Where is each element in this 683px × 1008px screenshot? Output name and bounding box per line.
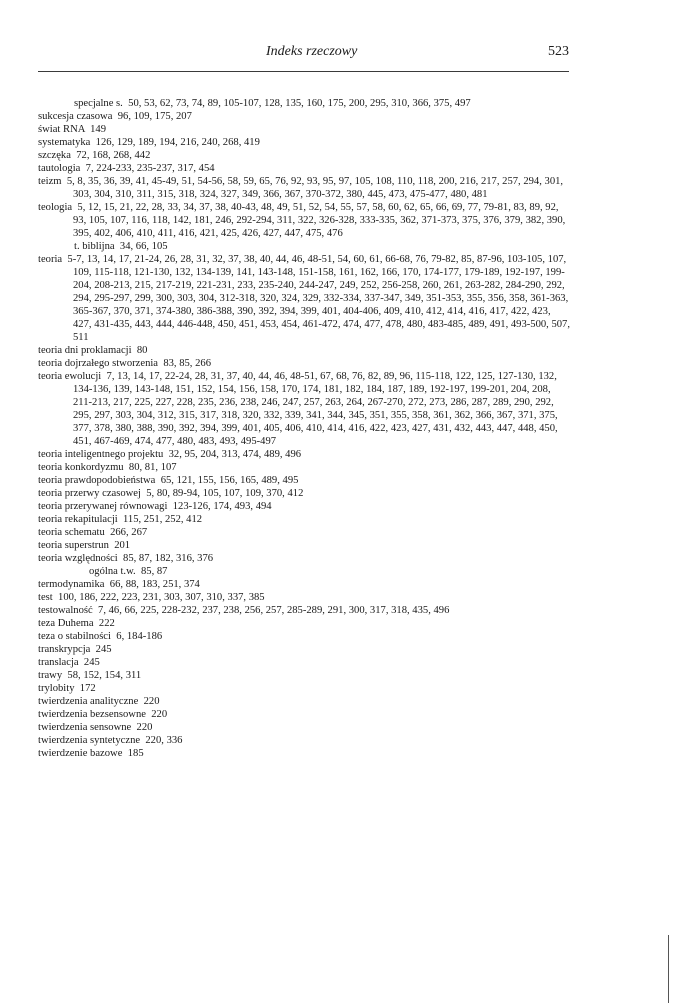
index-term: teologia (38, 202, 73, 213)
index-term: twierdzenie bazowe (38, 748, 123, 759)
index-page-refs: 5, 12, 15, 21, 22, 28, 33, 34, 37, 38, 40-43, 48, 49, 51, 52, 54, 55, 57, 58, 60, 62, 65, 66, 69, 77, 79-81, 83, 89, 92, 93, 105, 107, 116, 118, 142, 181, 246, 292-294, 311, 322, 326-328, 333-335, 362, 371-373, 375, 376, 379, 382, 390, 395, 402, 406, 410, 411, 416, 421, 425, 426, 427, 447, 475, 476 (73, 202, 566, 239)
index-page-refs: 220 (151, 709, 168, 720)
index-term: twierdzenia syntetyczne (38, 735, 141, 746)
index-term: twierdzenia bezsensowne (38, 709, 146, 720)
index-page-refs: 80, 81, 107 (128, 462, 177, 473)
index-entry (38, 708, 571, 721)
index-entry (38, 149, 571, 162)
index-page-refs: 245 (95, 644, 112, 655)
index-entry (38, 513, 571, 526)
index-page-refs: 220, 336 (145, 735, 183, 746)
index-page-refs: 5, 80, 89-94, 105, 107, 109, 370, 412 (146, 488, 304, 499)
index-term: transkrypcja (38, 644, 91, 655)
index-page-refs: 220 (136, 722, 153, 733)
index-page-refs: 7, 46, 66, 225, 228-232, 237, 238, 256, 257, 285-289, 291, 300, 317, 318, 435, 496 (98, 605, 450, 616)
index-entry (38, 682, 571, 695)
index-term: teoria względności (38, 553, 118, 564)
index-entry (38, 474, 571, 487)
running-title: Indeks rzeczowy (266, 44, 358, 59)
index-term: termodynamika (38, 579, 105, 590)
index-term: teoria inteligentnego projektu (38, 449, 164, 460)
index-entry (38, 136, 571, 149)
index-entry (38, 643, 571, 656)
index-entry (38, 656, 571, 669)
index-page-refs: 201 (114, 540, 131, 551)
index-term: trawy (38, 670, 63, 681)
subject-index (38, 97, 571, 760)
index-page-refs: 72, 168, 268, 442 (76, 150, 151, 161)
index-term: teoria schematu (38, 527, 105, 538)
index-page-refs: 83, 85, 266 (163, 358, 211, 369)
index-entry (38, 604, 571, 617)
index-page-refs: 222 (98, 618, 115, 629)
index-entry (38, 591, 571, 604)
index-page-refs: 123-126, 174, 493, 494 (172, 501, 272, 512)
index-term: ogólna t.w. (89, 566, 136, 577)
index-page-refs: 5-7, 13, 14, 17, 21-24, 26, 28, 31, 32, 37, 38, 40, 44, 46, 48-51, 54, 60, 61, 66-68, 76, 79-82, 85, 87-96, 103-105, 107, 109, 115-118, 121-130, 132, 134-139, 141, 143-148, 151-158, 161, 162, 166, 170, 174-177, 179-189, 192-197, 199-204, 208-213, 215, 217-219, 221-231, 233, 235-240, 244-247, 249, 252, 256-258, 260, 261, 263-282, 284-290, 292, 294, 295-297, 299, 300, 303, 304, 312-318, 320, 324, 329, 332-334, 337-347, 349, 351-353, 355, 356, 358, 361-363, 365-367, 370, 371, 374-380, 386-388, 390, 392, 394, 399, 401, 404-406, 409, 410, 412, 414, 416, 417, 422, 423, 427, 431-435, 443, 444, 446-448, 450, 451, 453, 454, 461-472, 474, 477, 478, 480, 483-485, 489, 491, 493-500, 507, 511 (67, 254, 571, 343)
page-header (38, 44, 569, 64)
index-entry (38, 253, 571, 344)
index-entry (38, 461, 571, 474)
index-term: teoria dni proklamacji (38, 345, 132, 356)
index-page-refs: 80 (136, 345, 148, 356)
index-entry (38, 630, 571, 643)
index-entry (38, 734, 571, 747)
index-entry (38, 578, 571, 591)
index-page-refs: 7, 224-233, 235-237, 317, 454 (85, 163, 215, 174)
index-term: twierdzenia sensowne (38, 722, 132, 733)
index-entry (38, 539, 571, 552)
index-entry (38, 747, 571, 760)
index-term: t. biblijna (74, 241, 115, 252)
index-page-refs: 66, 88, 183, 251, 374 (109, 579, 200, 590)
index-page-refs: 96, 109, 175, 207 (117, 111, 192, 122)
index-term: translacja (38, 657, 79, 668)
index-page-refs: 220 (143, 696, 160, 707)
index-page-refs: 266, 267 (110, 527, 148, 538)
index-entry (38, 162, 571, 175)
index-term: teizm (38, 176, 62, 187)
index-page-refs: 5, 8, 35, 36, 39, 41, 45-49, 51, 54-56, 58, 59, 65, 76, 92, 93, 95, 97, 105, 108, 110, 118, 200, 216, 217, 257, 294, 301, 303, 304, 310, 311, 315, 318, 324, 327, 349, 366, 367, 370-372, 380, 445, 473, 475-477, 480, 481 (66, 176, 564, 200)
index-term: specjalne s. (74, 98, 123, 109)
index-term: teza o stabilności (38, 631, 111, 642)
index-term: test (38, 592, 53, 603)
index-page-refs: 100, 186, 222, 223, 231, 303, 307, 310, 337, 385 (58, 592, 265, 603)
index-term: trylobity (38, 683, 75, 694)
index-term: twierdzenia analityczne (38, 696, 139, 707)
index-page-refs: 85, 87 (140, 566, 168, 577)
index-page-refs: 245 (83, 657, 100, 668)
index-entry (38, 526, 571, 539)
index-page-refs: 34, 66, 105 (119, 241, 168, 252)
index-term: sukcesja czasowa (38, 111, 113, 122)
index-term: teza Duhema (38, 618, 94, 629)
index-term: teoria przerywanej równowagi (38, 501, 168, 512)
index-page-refs: 50, 53, 62, 73, 74, 89, 105-107, 128, 135, 160, 175, 200, 295, 310, 366, 375, 497 (128, 98, 471, 109)
index-page-refs: 149 (90, 124, 106, 135)
index-entry (38, 370, 571, 448)
index-term: teoria (38, 254, 63, 265)
index-page-refs: 6, 184-186 (116, 631, 163, 642)
index-page-refs: 32, 95, 204, 313, 474, 489, 496 (168, 449, 302, 460)
index-term: tautologia (38, 163, 81, 174)
index-entry (38, 240, 571, 253)
index-page-refs: 185 (127, 748, 144, 759)
index-page-refs: 115, 251, 252, 412 (123, 514, 203, 525)
index-term: teoria ewolucji (38, 371, 102, 382)
index-entry (38, 669, 571, 682)
index-entry (38, 552, 571, 565)
index-entry (38, 344, 571, 357)
page-number: 523 (548, 44, 569, 59)
index-page-refs: 172 (79, 683, 96, 694)
index-entry (38, 97, 571, 110)
index-entry (38, 695, 571, 708)
index-term: testowalność (38, 605, 93, 616)
index-entry (38, 487, 571, 500)
margin-mark (668, 935, 669, 1003)
index-term: teoria rekapitulacji (38, 514, 118, 525)
index-term: szczęka (38, 150, 71, 161)
index-page-refs: 58, 152, 154, 311 (67, 670, 142, 681)
index-term: teoria superstrun (38, 540, 109, 551)
index-term: systematyka (38, 137, 91, 148)
index-entry (38, 617, 571, 630)
index-entry (38, 175, 571, 201)
index-entry (38, 123, 571, 136)
index-page-refs: 65, 121, 155, 156, 165, 489, 495 (160, 475, 299, 486)
index-entry (38, 565, 571, 578)
index-entry (38, 110, 571, 123)
index-entry (38, 357, 571, 370)
index-page-refs: 7, 13, 14, 17, 22-24, 28, 31, 37, 40, 44, 46, 48-51, 67, 68, 76, 82, 89, 96, 115-118, 122, 125, 127-130, 132, 134-136, 139, 143-148, 151, 152, 154, 156, 158, 170, 174, 181, 182, 184, 187, 189, 192-197, 199-201, 204, 208, 211-213, 217, 225, 227, 228, 235, 236, 238, 246, 247, 257, 263, 264, 267-270, 272, 273, 286, 287, 289, 290, 292, 295, 297, 303, 304, 312, 315, 317, 318, 320, 332, 339, 341, 344, 345, 351, 355, 358, 361, 362, 366, 367, 371, 375, 377, 378, 380, 388, 390, 392, 394, 399, 401, 405, 406, 410, 414, 416, 422, 423, 427, 431, 432, 443, 447, 448, 450, 451, 467-469, 474, 477, 480, 483, 493, 495-497 (73, 371, 558, 447)
index-term: teoria prawdopodobieństwa (38, 475, 156, 486)
index-page-refs: 126, 129, 189, 194, 216, 240, 268, 419 (95, 137, 260, 148)
header-rule (38, 71, 569, 72)
index-entry (38, 721, 571, 734)
index-term: teoria przerwy czasowej (38, 488, 141, 499)
index-term: teoria konkordyzmu (38, 462, 124, 473)
index-entry (38, 201, 571, 240)
index-term: teoria dojrzałego stworzenia (38, 358, 159, 369)
index-page-refs: 85, 87, 182, 316, 376 (123, 553, 214, 564)
index-term: świat RNA (38, 124, 85, 135)
index-entry (38, 448, 571, 461)
index-entry (38, 500, 571, 513)
